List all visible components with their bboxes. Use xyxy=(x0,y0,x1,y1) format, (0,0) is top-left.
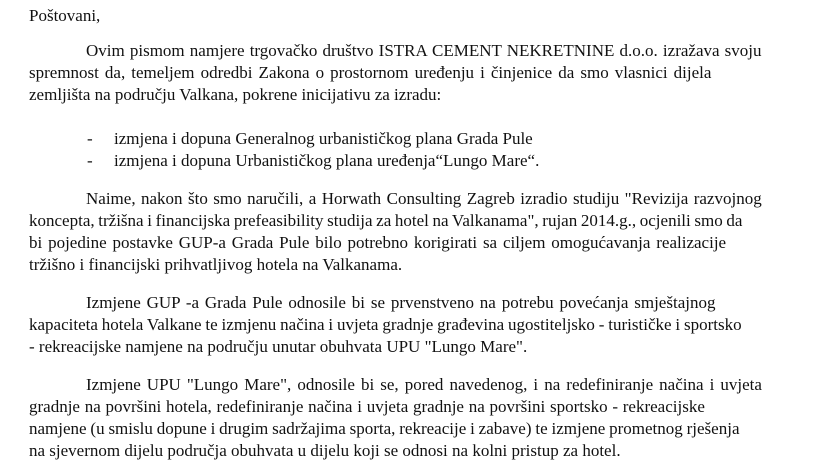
bullet-dash: - xyxy=(87,129,93,148)
paragraph-line: tržišno i financijski prihvatljivog hotela na Valkanama. xyxy=(29,255,403,274)
paragraph-line: bi pojedine postavke GUP-a Grada Pule bilo potrebno korigirati sa ciljem omogućavanja realizacije xyxy=(29,233,727,252)
bullet-text: izmjena i dopuna Urbanističkog plana uređenja“Lungo Mare“. xyxy=(114,151,540,170)
salutation: Poštovani, xyxy=(29,6,101,25)
paragraph-line: spremnost da, temeljem odredbi Zakona o prostornom uređenju i činjenice da smo vlasnici dijela xyxy=(29,63,712,82)
paragraph-line: Izmjene GUP -a Grada Pule odnosile bi se prvenstveno na potrebu povećanja smještajnog xyxy=(86,293,716,312)
paragraph-line: Izmjene UPU "Lungo Mare", odnosile bi se, pored navedenog, i na redefiniranje načina i uvjeta xyxy=(86,375,762,394)
paragraph-line: koncepta, tržišna i financijska prefeasibility studija za hotel na Valkanama", rujan 2014.g., ocjenili smo da xyxy=(29,211,743,230)
paragraph-line: zemljišta na području Valkana, pokrene inicijativu za izradu: xyxy=(29,85,442,104)
paragraph-line: - rekreacijske namjene na području unutar obuhvata UPU "Lungo Mare". xyxy=(29,337,528,356)
bullet-dash: - xyxy=(87,151,93,170)
paragraph-line: na sjevernom dijelu područja obuhvata u dijelu koji se odnosi na kolni pristup za hotel. xyxy=(29,441,621,460)
paragraph-line: Naime, nakon što smo naručili, a Horwath Consulting Zagreb izradio studiju "Revizija razvojnog xyxy=(86,189,762,208)
paragraph-line: gradnje na površini hotela, redefiniranje načina i uvjeta gradnje na površini sportsko - rekreacijske xyxy=(29,397,705,416)
paragraph-line: Ovim pismom namjere trgovačko društvo ISTRA CEMENT NEKRETNINE d.o.o. izražava svoju xyxy=(86,41,762,60)
paragraph-line: namjene (u smislu dopune i drugim sadržajima sporta, rekreacije i zabave) te izmjene prometnog rješenja xyxy=(29,419,740,438)
paragraph-line: kapaciteta hotela Valkane te izmjenu načina i uvjeta gradnje građevina ugostiteljsko - turističke i sportsko xyxy=(29,315,742,334)
bullet-text: izmjena i dopuna Generalnog urbanističkog plana Grada Pule xyxy=(114,129,533,148)
